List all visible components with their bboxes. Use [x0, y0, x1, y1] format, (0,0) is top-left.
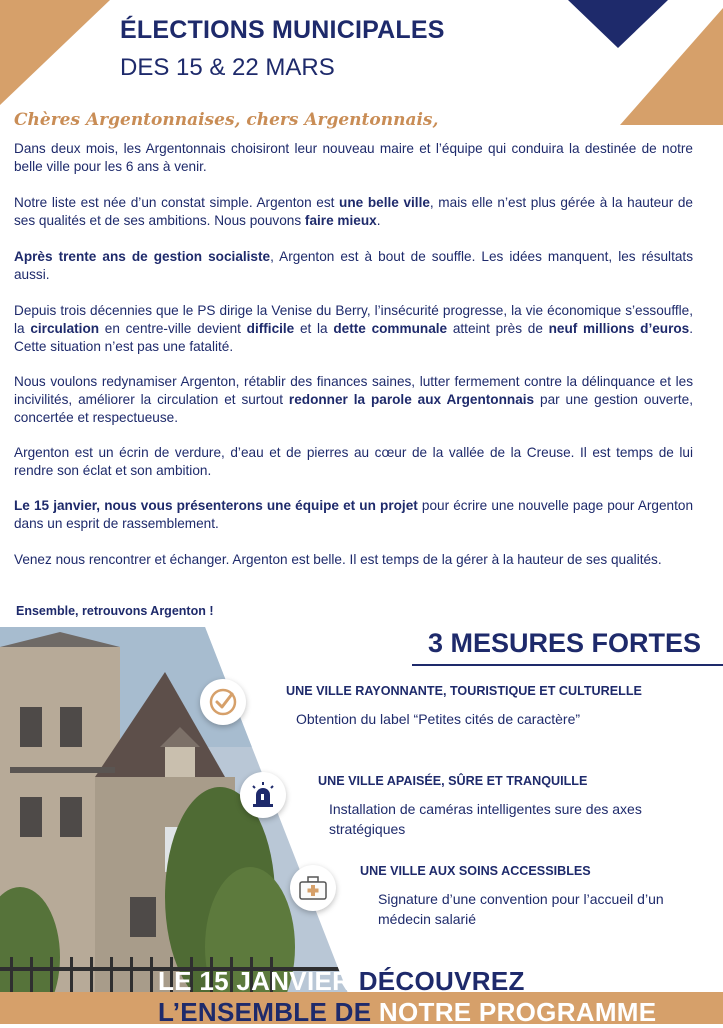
checkmark-icon	[200, 679, 246, 725]
mesure-3-text: Signature d’une convention pour l’accueil d’un médecin salarié	[378, 891, 664, 927]
mesures-underline	[412, 664, 723, 666]
closing-line: Ensemble, retrouvons Argenton !	[16, 604, 214, 618]
paragraph-5: Nous voulons redynamiser Argenton, rétablir des finances saines, lutter fermement contre la délinquance et les incivilités, améliorer la circulation et surtout redonner la parole aux Argentonnais par une gestion ouverte, concertée et respectueuse.	[14, 374, 693, 425]
mesure-1-text: Obtention du label “Petites cités de caractère”	[296, 711, 581, 727]
gold-corner-triangle-left	[0, 0, 110, 105]
paragraph-7: Le 15 janvier, nous vous présenterons une équipe et un projet pour écrire une nouvelle page pour Argenton dans un esprit de rassemblement.	[14, 498, 693, 531]
mesure-1-heading: UNE VILLE RAYONNANTE, TOURISTIQUE ET CULTURELLE	[286, 684, 642, 698]
mesure-2-text: Installation de caméras intelligentes sure des axes stratégiques	[329, 801, 642, 837]
mesure-2-heading: UNE VILLE APAISÉE, SÛRE ET TRANQUILLE	[318, 774, 588, 788]
paragraph-1: Dans deux mois, les Argentonnais choisiront leur nouveau maire et l’équipe qui conduira la destinée de notre belle ville pour les 6 ans à venir.	[14, 141, 693, 174]
paragraph-2: Notre liste est née d’un constat simple. Argenton est une belle ville, mais elle n’est plus gérée à la hauteur de ses qualités et de ses ambitions. Nous pouvons faire mieux.	[14, 195, 693, 228]
paragraph-8: Venez nous rencontrer et échanger. Argenton est belle. Il est temps de la gérer à la hauteur de ses qualités.	[14, 552, 662, 567]
page-title: ÉLECTIONS MUNICIPALES	[120, 16, 445, 44]
first-aid-kit-icon	[290, 865, 336, 911]
corner-triangles-right	[560, 0, 723, 130]
salutation: Chères Argentonnaises, chers Argentonnais,	[14, 110, 439, 130]
paragraph-3: Après trente ans de gestion socialiste, Argenton est à bout de souffle. Les idées manquent, les résultats aussi.	[14, 249, 693, 282]
navy-triangle	[568, 0, 668, 48]
footer-line-1: LE 15 JANVIER DÉCOUVREZ	[158, 966, 525, 996]
page-subtitle: DES 15 & 22 MARS	[120, 54, 335, 81]
footer-line-2: L’ENSEMBLE DE NOTRE PROGRAMME	[158, 997, 657, 1027]
alarm-siren-icon	[240, 772, 286, 818]
mesure-3-heading: UNE VILLE AUX SOINS ACCESSIBLES	[360, 864, 591, 878]
paragraph-6: Argenton est un écrin de verdure, d’eau et de pierres au cœur de la vallée de la Creuse. Il est temps de lui rendre son éclat et son ambition.	[14, 445, 693, 478]
paragraph-4: Depuis trois décennies que le PS dirige la Venise du Berry, l’insécurité progresse, la vie économique s’essouffle, la circulation en centre-ville devient difficile et la dette communale atteint près de neuf millions d’euros. Cette situation n’est pas une fatalité.	[14, 303, 694, 354]
mesures-title: 3 MESURES FORTES	[428, 628, 702, 658]
